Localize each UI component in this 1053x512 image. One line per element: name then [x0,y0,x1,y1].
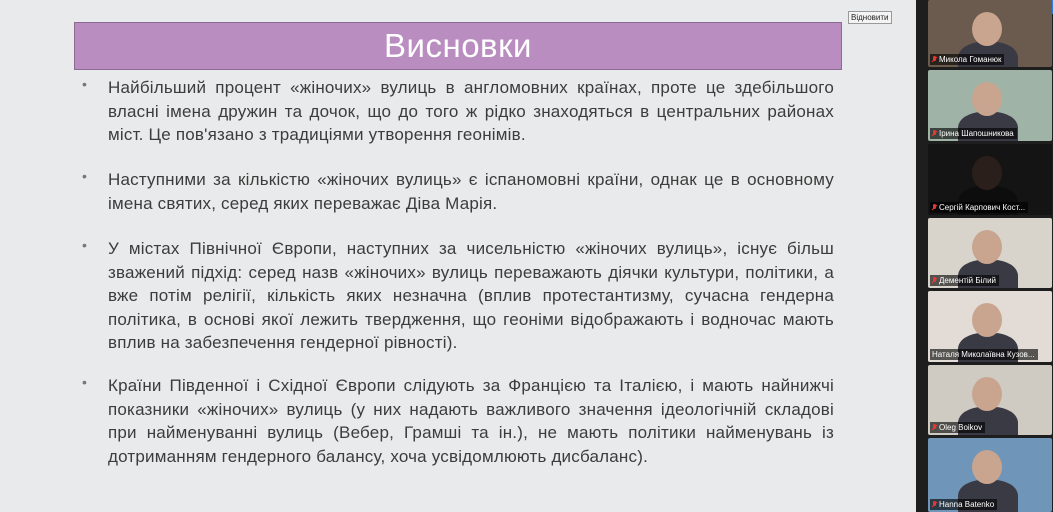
participant-name-tag [930,499,997,510]
participant-name-tag [930,349,1038,360]
participant-tile[interactable] [928,291,1052,362]
participant-tile[interactable] [928,70,1052,141]
person-icon [972,377,1002,411]
bullet-text-3: У містах Північної Європи, наступних за чисельністю «жіночих вулиць», існує більш зважений підхід: серед назв «жіночих» вулиць переважають діячки культури, політики, а вже потім релігії, кількість яких незначна (вплив протестантизму, сучасна гендерна політика, в основі якої лежить твердження, що геоніми відображають і водночас мають вплив на забезпечення гендерної рівності). [108,239,834,352]
participant-name: Наталя Миколаївна Кузов... [932,350,1035,359]
muted-microphone-icon [932,424,937,431]
participant-name: Ірина Шапошникова [939,129,1014,138]
bullet-point-icon: • [82,76,87,92]
bullet-text-4: Країни Південної і Східної Європи слідують за Францією та Італією, і мають найнижчі показники «жіночих» вулиць (у них надають важливого значення ідеологічній складові при найменуванні вулиць (Вебер, Грамші та ін.), не мають політики найменувань із дотриманням гендерного балансу, хоча усвідомлюють дисбаланс). [108,376,834,466]
participant-name: Дементій Білий [939,276,996,285]
person-icon [972,156,1002,190]
muted-microphone-icon [932,277,937,284]
participant-tile[interactable] [928,438,1052,512]
muted-microphone-icon [932,56,937,63]
bullet-point-icon: • [82,168,87,184]
person-icon [972,230,1002,264]
person-icon [972,303,1002,337]
person-icon [972,450,1002,484]
participant-name: Микола Гоманюк [939,55,1002,64]
bullet-text-2: Наступними за кількістю «жіночих вулиць» є іспаномовні країни, однак це в основному імена святих, серед яких переважає Діва Марія. [108,170,834,213]
person-icon [972,12,1002,46]
person-icon [972,82,1002,116]
participant-name: Oleg Boikov [939,423,983,432]
participant-name-tag [930,422,985,433]
participant-name-tag [930,202,1028,213]
restore-button[interactable]: Відновити [848,11,892,24]
participant-tile[interactable] [928,218,1052,288]
participant-name: Hanna Batenko [939,500,995,509]
slide-title-bar [74,22,842,70]
participant-name-tag [930,128,1017,139]
bullet-text-1: Найбільший процент «жіночих» вулиць в англомовних країнах, проте це здебільшого власні імена дружин та дочок, що до того ж рідко знаходяться в центральних районах міст. Це пов'язано з традиціями утворення геонімів. [108,78,834,144]
bullet-point-icon: • [82,237,87,253]
bullet-point-icon: • [82,374,87,390]
muted-microphone-icon [932,204,937,211]
participant-name-tag [930,54,1004,65]
slide-title: Висновки [384,27,532,64]
participant-tile[interactable] [928,144,1052,215]
muted-microphone-icon [932,130,937,137]
participant-tile[interactable] [928,0,1052,67]
muted-microphone-icon [932,501,937,508]
participant-name: Сергій Карпович Кост... [939,203,1026,212]
participant-name-tag [930,275,999,286]
participant-tile[interactable] [928,365,1052,435]
